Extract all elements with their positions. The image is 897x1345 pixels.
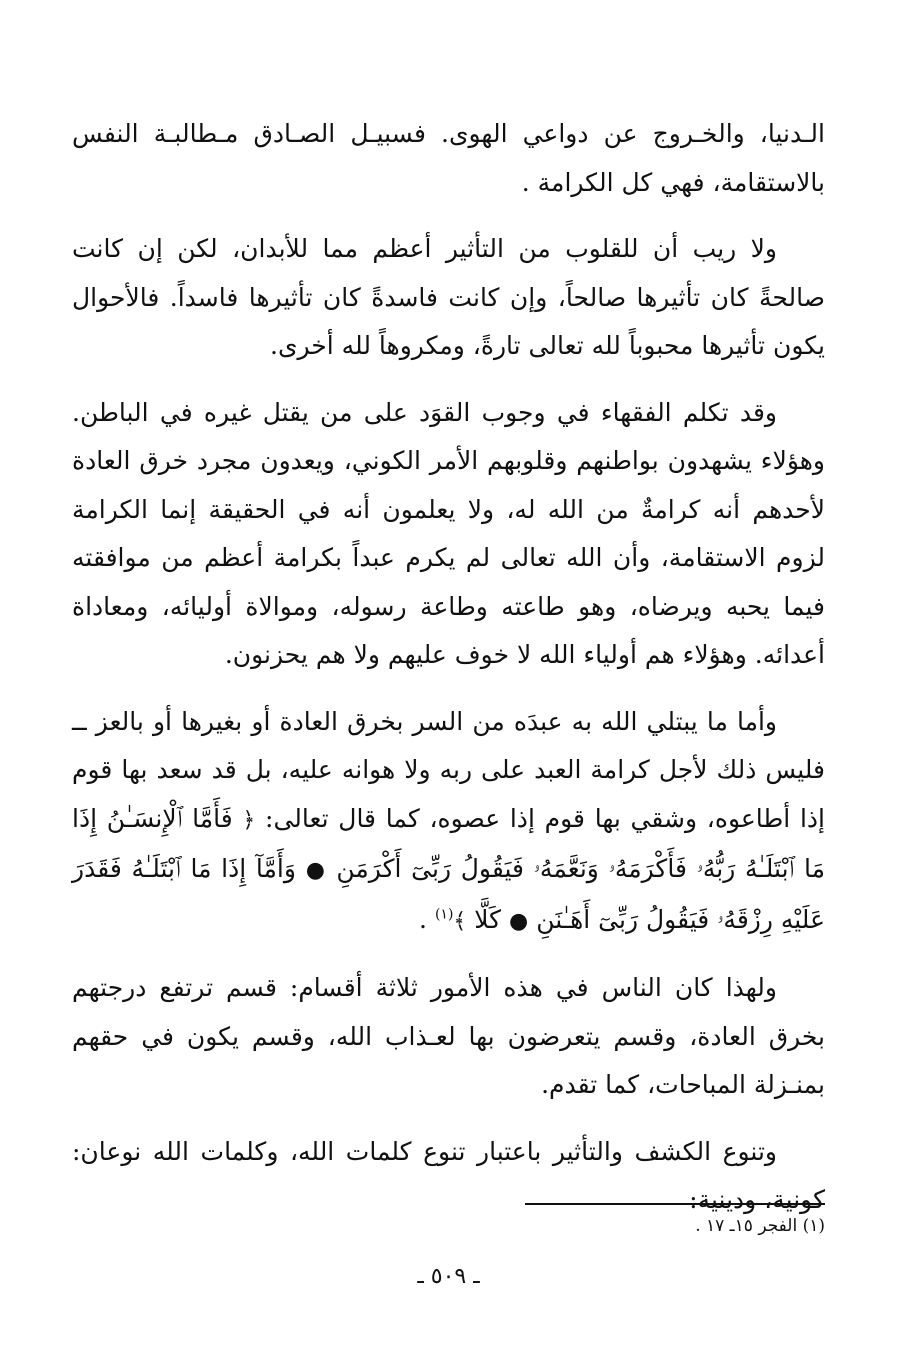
footnote-reference[interactable]: (١) [434,906,454,923]
verse-separator-1: ● [305,858,327,883]
paragraph-6: وتنوع الكشف والتأثير باعتبار تنوع كلمات الله، وكلمات الله نوعان: كونية، ودينية: [72,1136,825,1214]
paragraph-2: ولا ريب أن للقلوب من التأثير أعظم مما للأبدان، لكن إن كانت صالحةً كان تأثيرها صالحاً، وإن كانت فاسدةً كان تأثيرها فاسداً. فالأحوال يكون تأثيرها محبوباً لله تعالى تارةً، ومكروهاً لله أخرى. [72,234,825,360]
verse-separator-2: ● [509,908,529,934]
footnote: (١) الفجر ١٥ـ ١٧ . [695,1216,825,1236]
quran-verse-3: كَلَّا [474,904,502,934]
page-number: ـ ٥٠٩ ـ [417,1264,480,1289]
quran-close-bracket: ﴾ [453,908,467,934]
paragraph-4-intro: وأما ما يبتلي الله به عبدَه من السر بخرق العادة أو بغيرها أو بالعز ــ فليس ذلك لأجل كرامة العبد على ربه ولا هوانه عليه، بل قد سعد بها قوم إذا أطاعوه، وشقي بها قوم إذا عصوه، كما قال تعالى: [72,706,825,833]
quran-open-bracket: ﴿ [242,807,256,833]
quran-verse-1: فَأَمَّا ٱلْإِنسَـٰنُ إِذَا مَا ٱبْتَلَـٰهُ رَبُّهُۥ فَأَكْرَمَهُۥ وَنَعَّمَهُۥ فَيَقُولُ رَبِّىٓ أَكْرَمَنِ [72,803,825,883]
paragraph-3: وقد تكلم الفقهاء في وجوب القوَد على من يقتل غيره في الباطن. وهؤلاء يشهدون بواطنهم وقلوبهم الأمر الكوني، ويعدون مجرد خرق العادة لأحدهم أنه كرامةٌ من الله له، ولا يعلمون أنه في الحقيقة إنما الكرامة لزوم الاستقامة، وأن الله تعالى لم يكرم عبداً بكرامة أعظم من موافقته فيما يحبه ويرضاه، وهو طاعته وطاعة رسوله، وموالاة أوليائه، ومعاداة أعدائه. وهؤلاء هم أولياء الله لا خوف عليهم ولا هم يحزنون. [72,397,825,669]
paragraph-4 [72,698,825,947]
paragraph-4-end: . [419,904,427,934]
quran-verse-2: وَأَمَّآ إِذَا مَا ٱبْتَلَـٰهُ فَقَدَرَ عَلَيْهِ رِزْقَهُۥ فَيَقُولُ رَبِّىٓ أَهَـٰنَنِ [72,854,825,934]
paragraph-1: الـدنيا، والخـروج عن دواعي الهوى. فسبيـل الصـادق مـطالبـة النفس بالاستقامة، فهي كل الكرامة . [72,119,825,197]
body-text [72,110,825,1225]
footnote-divider [525,1203,825,1205]
paragraph-5: ولهذا كان الناس في هذه الأمور ثلاثة أقسام: قسم ترتفع درجتهم بخرق العادة، وقسم يتعرضون بها لعـذاب الله، وقسم يكون في حقهم بمنـزلة المباحات، كما تقدم. [72,973,825,1099]
